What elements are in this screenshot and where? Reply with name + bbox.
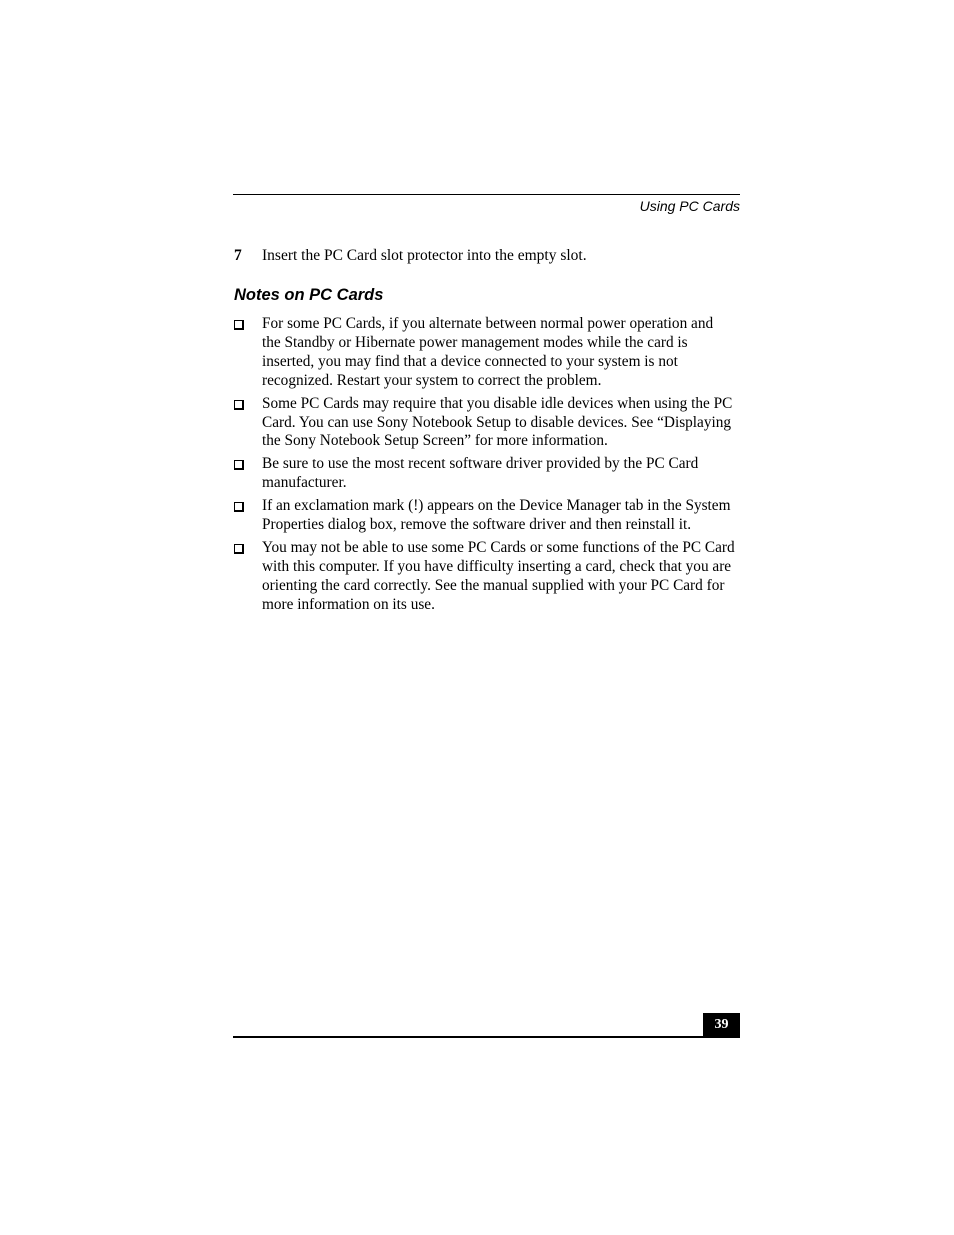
- footer-rule: [233, 1036, 740, 1038]
- checkbox-bullet-icon: [234, 400, 244, 410]
- note-item: [234, 539, 740, 615]
- note-item: [234, 395, 740, 452]
- section-title: Notes on PC Cards: [234, 286, 384, 304]
- checkbox-bullet-icon: [234, 460, 244, 470]
- checkbox-bullet-icon: [234, 544, 244, 554]
- step-text: Insert the PC Card slot protector into the empty slot.: [262, 247, 587, 264]
- note-item: [234, 455, 740, 493]
- note-line: If an exclamation mark (!) appears on the Device Manager tab in the System: [262, 497, 731, 515]
- header-rule: [233, 194, 740, 195]
- note-line: Be sure to use the most recent software driver provided by the PC Card: [262, 455, 699, 473]
- note-line: Some PC Cards may require that you disable idle devices when using the PC: [262, 394, 733, 412]
- note-item: [234, 315, 740, 391]
- step-number: 7: [234, 247, 242, 264]
- note-line: orienting the card correctly. See the manual supplied with your PC Card for: [262, 576, 725, 594]
- running-head: Using PC Cards: [639, 198, 740, 214]
- note-line: You may not be able to use some PC Cards or some functions of the PC Card: [262, 538, 735, 556]
- note-line: with this computer. If you have difficulty inserting a card, check that you are: [262, 557, 732, 575]
- note-line: Card. You can use Sony Notebook Setup to disable devices. See “Displaying: [262, 413, 732, 431]
- note-item: [234, 497, 740, 535]
- note-line: For some PC Cards, if you alternate between normal power operation and: [262, 315, 714, 332]
- note-line: manufacturer.: [262, 474, 347, 492]
- notes-list: [234, 315, 740, 619]
- note-line: more information on its use.: [262, 595, 435, 613]
- checkbox-bullet-icon: [234, 320, 244, 330]
- checkbox-bullet-icon: [234, 502, 244, 512]
- note-line: the Sony Notebook Setup Screen” for more information.: [262, 432, 608, 450]
- note-line: the Standby or Hibernate power management modes while the card is: [262, 333, 688, 351]
- note-line: inserted, you may find that a device connected to your system is not: [262, 352, 678, 370]
- note-line: Properties dialog box, remove the software driver and then reinstall it.: [262, 516, 692, 534]
- note-line: recognized. Restart your system to correct the problem.: [262, 371, 602, 389]
- page-number: 39: [703, 1013, 740, 1036]
